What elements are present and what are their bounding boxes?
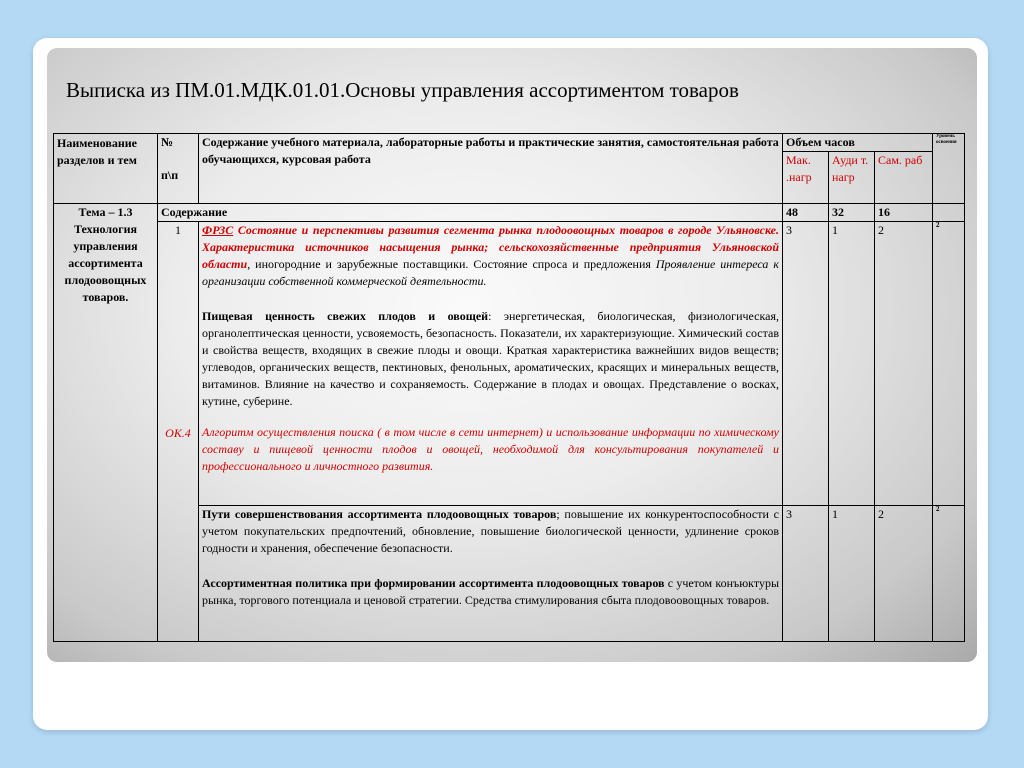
row2-p1-bold: Пути совершенствования ассортимента плодоовощных товаров <box>202 507 557 521</box>
header-number-top: № <box>161 135 174 149</box>
row2-sam: 2 <box>875 506 933 642</box>
row1-number: 1 <box>175 223 181 237</box>
row2-max: 3 <box>783 506 829 642</box>
header-name: Наименование разделов и тем <box>54 134 158 204</box>
row2-aud: 1 <box>829 506 875 642</box>
row1-frzs-label: ФРЗС <box>202 223 234 237</box>
header-content: Содержание учебного материала, лабораторные работы и практические занятия, самостоятельная работа обучающихся, курсовая работа <box>199 134 783 204</box>
row1-number-cell <box>158 222 199 642</box>
topic-row <box>54 204 965 222</box>
header-hours: Объем часов <box>783 134 933 152</box>
header-number-bottom: п\п <box>161 168 179 182</box>
row1-italic-text: Проявление интереса к организации собственной коммерческой деятельности. <box>202 257 779 288</box>
topic-aud: 32 <box>829 204 875 222</box>
header-number <box>158 134 199 204</box>
header-max-load: Мак. .нагр <box>783 152 829 204</box>
row1-max: 3 <box>783 222 829 506</box>
topic-name: Тема – 1.3 Технология управления ассортимента плодоовощных товаров. <box>54 204 158 642</box>
row1-p2-text: : энергетическая, биологическая, физиологическая, органолептическая ценности, усвояемость, безопасность. Показатели, их характеризующие. Химический состав и свойства веществ, входящих в свежие плоды и овощи. Краткая характеристика важнейших видов веществ; углеводов, органических веществ, пектиновых, фенольных, ароматических, красящих и минеральных веществ, витаминов. Влияние на качество и сохраняемость. Содержание в плодах и овощах. Представление о восках, кутине, суберине. <box>202 309 779 408</box>
header-self-work: Сам. раб <box>875 152 933 204</box>
content-row-1 <box>54 222 965 506</box>
row2-p2-bold: Ассортиментная политика при формировании ассортимента плодоовощных товаров <box>202 576 665 590</box>
row1-sam: 2 <box>875 222 933 506</box>
row1-level: 2 <box>933 222 965 506</box>
row2-p2-text: с учетом конъюктуры рынка, торгового потенциала и ценовой стратегии. Средства стимулирования сбыта плодовоовощных товаров. <box>202 576 780 607</box>
slide-title: Выписка из ПМ.01.МДК.01.01.Основы управления ассортиментом товаров <box>66 78 739 102</box>
curriculum-table <box>53 133 965 642</box>
header-row <box>54 134 965 152</box>
row1-p2-bold: Пищевая ценность свежих плодов и овощей <box>202 309 489 323</box>
topic-sam: 16 <box>875 204 933 222</box>
row1-aud: 1 <box>829 222 875 506</box>
row1-content <box>199 222 783 506</box>
row2-level: 2 <box>933 506 965 642</box>
header-level: Уровень освоения <box>933 134 965 204</box>
topic-max: 48 <box>783 204 829 222</box>
row1-p3-red: Алгоритм осуществления поиска ( в том числе в сети интернет) и использование информации по химическому составу и пищевой ценности плодов и овощей, необходимой для консультирования покупателей и профессионального и личностного развития. <box>202 425 779 473</box>
header-aud-load: Ауди т. нагр <box>829 152 875 204</box>
row1-ok-code: ОК.4 <box>165 426 191 440</box>
row2-p1-text: ; повышение их конкурентоспособности с учетом покупательских предпочтений, обновление, повышение биологической ценности, удлинение сроков годности и хранения, обеспечение безопасности. <box>202 507 779 555</box>
topic-content-label: Содержание <box>158 204 783 222</box>
topic-level <box>933 204 965 222</box>
row1-plain-text: , иногородние и зарубежные поставщики. Состояние спроса и предложения <box>247 257 656 271</box>
row2-content <box>199 506 783 642</box>
row1-frzs-text: Состояние и перспективы развития сегмента рынка плодоовощных товаров в городе Ульяновске. Характеристика источников насыщения рынка; сельскохозяйственные предприятия Ульяновской области <box>202 223 779 271</box>
